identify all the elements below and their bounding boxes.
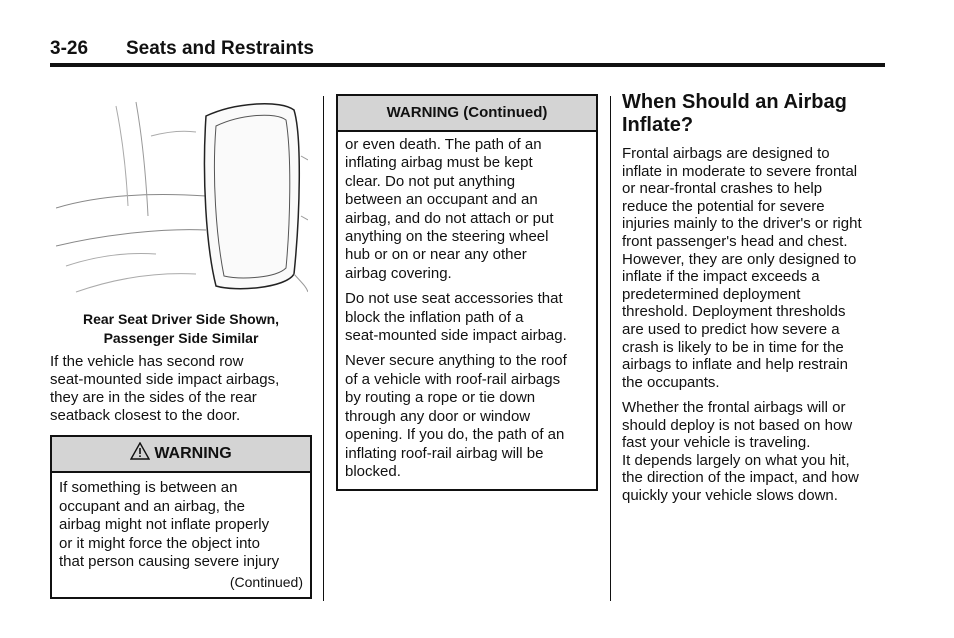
- warning-box: [50, 435, 312, 599]
- section-title: Seats and Restraints: [126, 38, 314, 59]
- page-header: [50, 38, 314, 60]
- body-paragraph: Whether the frontal airbags will or should deploy is not based on how fast your vehicle is traveling. It depends largely on what you hit, the direction of the impact, and how quickly your vehicle slows down.: [622, 399, 859, 504]
- body-paragraph: Frontal airbags are designed to inflate in moderate to severe frontal or near-frontal crashes to help reduce the potential for severe injuries mainly to the driver's or right front passenger's head and chest. However, they are only designed to inflate if the impact exceeds a predetermined deployment threshold. Deployment thresholds are used to predict how severe a crash is likely to be in time for the airbags to inflate and help restrain the occupants.: [622, 145, 862, 391]
- page-number: 3-26: [50, 38, 89, 59]
- column-divider-2: [610, 96, 611, 601]
- continued-label: (Continued): [229, 573, 303, 590]
- warning-paragraph: Never secure anything to the roof of a vehicle with roof-rail airbags by routing a rope or tie down through any door or window opening. If you do, the path of an inflating roof-rail airbag will be blocked.: [345, 352, 567, 480]
- figure-caption: Rear Seat Driver Side Shown, Passenger Side Similar: [82, 311, 280, 346]
- warning-paragraph: Do not use seat accessories that block the inflation path of a seat-mounted side impact airbag.: [345, 290, 567, 345]
- warning-title: WARNING: [154, 445, 232, 462]
- body-paragraph: If the vehicle has second row seat-mounted side impact airbags, they are in the sides of the rear seatback closest to the door.: [50, 353, 280, 424]
- warning-continued-box: [336, 94, 598, 491]
- warning-text: If something is between an occupant and an airbag, the airbag might not inflate properly or it might force the object into that person causing severe injury: [59, 479, 280, 571]
- warning-header: [52, 437, 310, 473]
- warning-continued-header: WARNING (Continued): [338, 96, 596, 132]
- section-heading: When Should an Airbag Inflate?: [622, 91, 847, 136]
- seat-side-airbag-illustration: [56, 96, 308, 296]
- column-divider-1: [323, 96, 324, 601]
- warning-triangle-icon: [130, 442, 150, 460]
- header-rule: [50, 63, 885, 67]
- warning-paragraph: or even death. The path of an inflating airbag must be kept clear. Do not put anything between an occupant and an airbag, and do not attach or put anything on the steering wheel hub or on or near any other airbag covering.: [345, 136, 554, 282]
